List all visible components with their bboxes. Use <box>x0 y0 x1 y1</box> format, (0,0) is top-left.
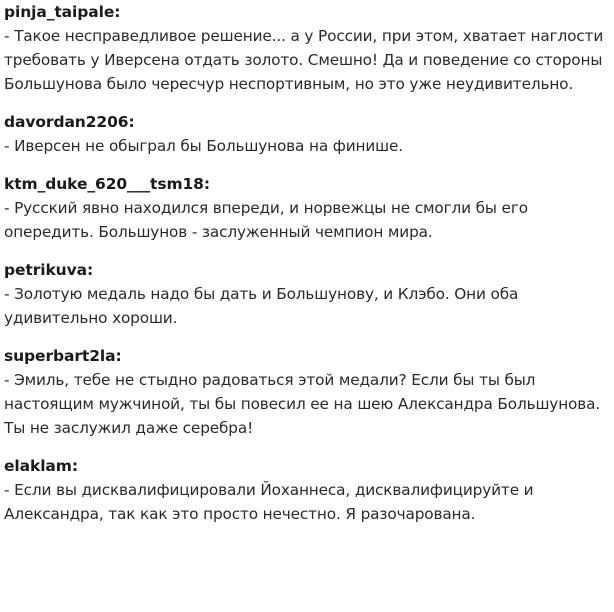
comment <box>4 0 604 96</box>
comment-username: davordan2206: <box>4 113 135 131</box>
comment <box>4 258 604 330</box>
comment-text: - Иверсен не обыграл бы Большунова на финише. <box>4 137 403 155</box>
comment-username: petrikuva: <box>4 261 94 279</box>
comment <box>4 172 604 244</box>
comment <box>4 344 604 440</box>
comment <box>4 110 604 158</box>
comment-text: - Русский явно находился впереди, и норвежцы не смогли бы его опередить. Большунов - заслуженный чемпион мира. <box>4 199 528 241</box>
comment-username: elaklam: <box>4 457 78 475</box>
comment-username: ktm_duke_620___tsm18: <box>4 175 210 193</box>
comment-text: - Золотую медаль надо бы дать и Большунову, и Клэбо. Они оба удивительно хороши. <box>4 285 519 327</box>
comment <box>4 454 604 526</box>
comment-text: - Такое несправедливое решение... а у России, при этом, хватает наглости требовать у Иверсена отдать золото. Смешно! Да и поведение со стороны Большунова было чересчур неспортивным, но это уже неудивительно. <box>4 27 604 93</box>
comment-text: - Если вы дисквалифицировали Йоханнеса, дисквалифицируйте и Александра, так как это просто нечестно. Я разочарована. <box>4 481 534 523</box>
comment-username: superbart2la: <box>4 347 122 365</box>
comment-username: pinja_taipale: <box>4 3 121 21</box>
comment-list <box>4 0 604 540</box>
comment-text: - Эмиль, тебе не стыдно радоваться этой медали? Если бы ты был настоящим мужчиной, ты бы повесил ее на шею Александра Большунова. Ты не заслужил даже серебра! <box>4 371 601 437</box>
